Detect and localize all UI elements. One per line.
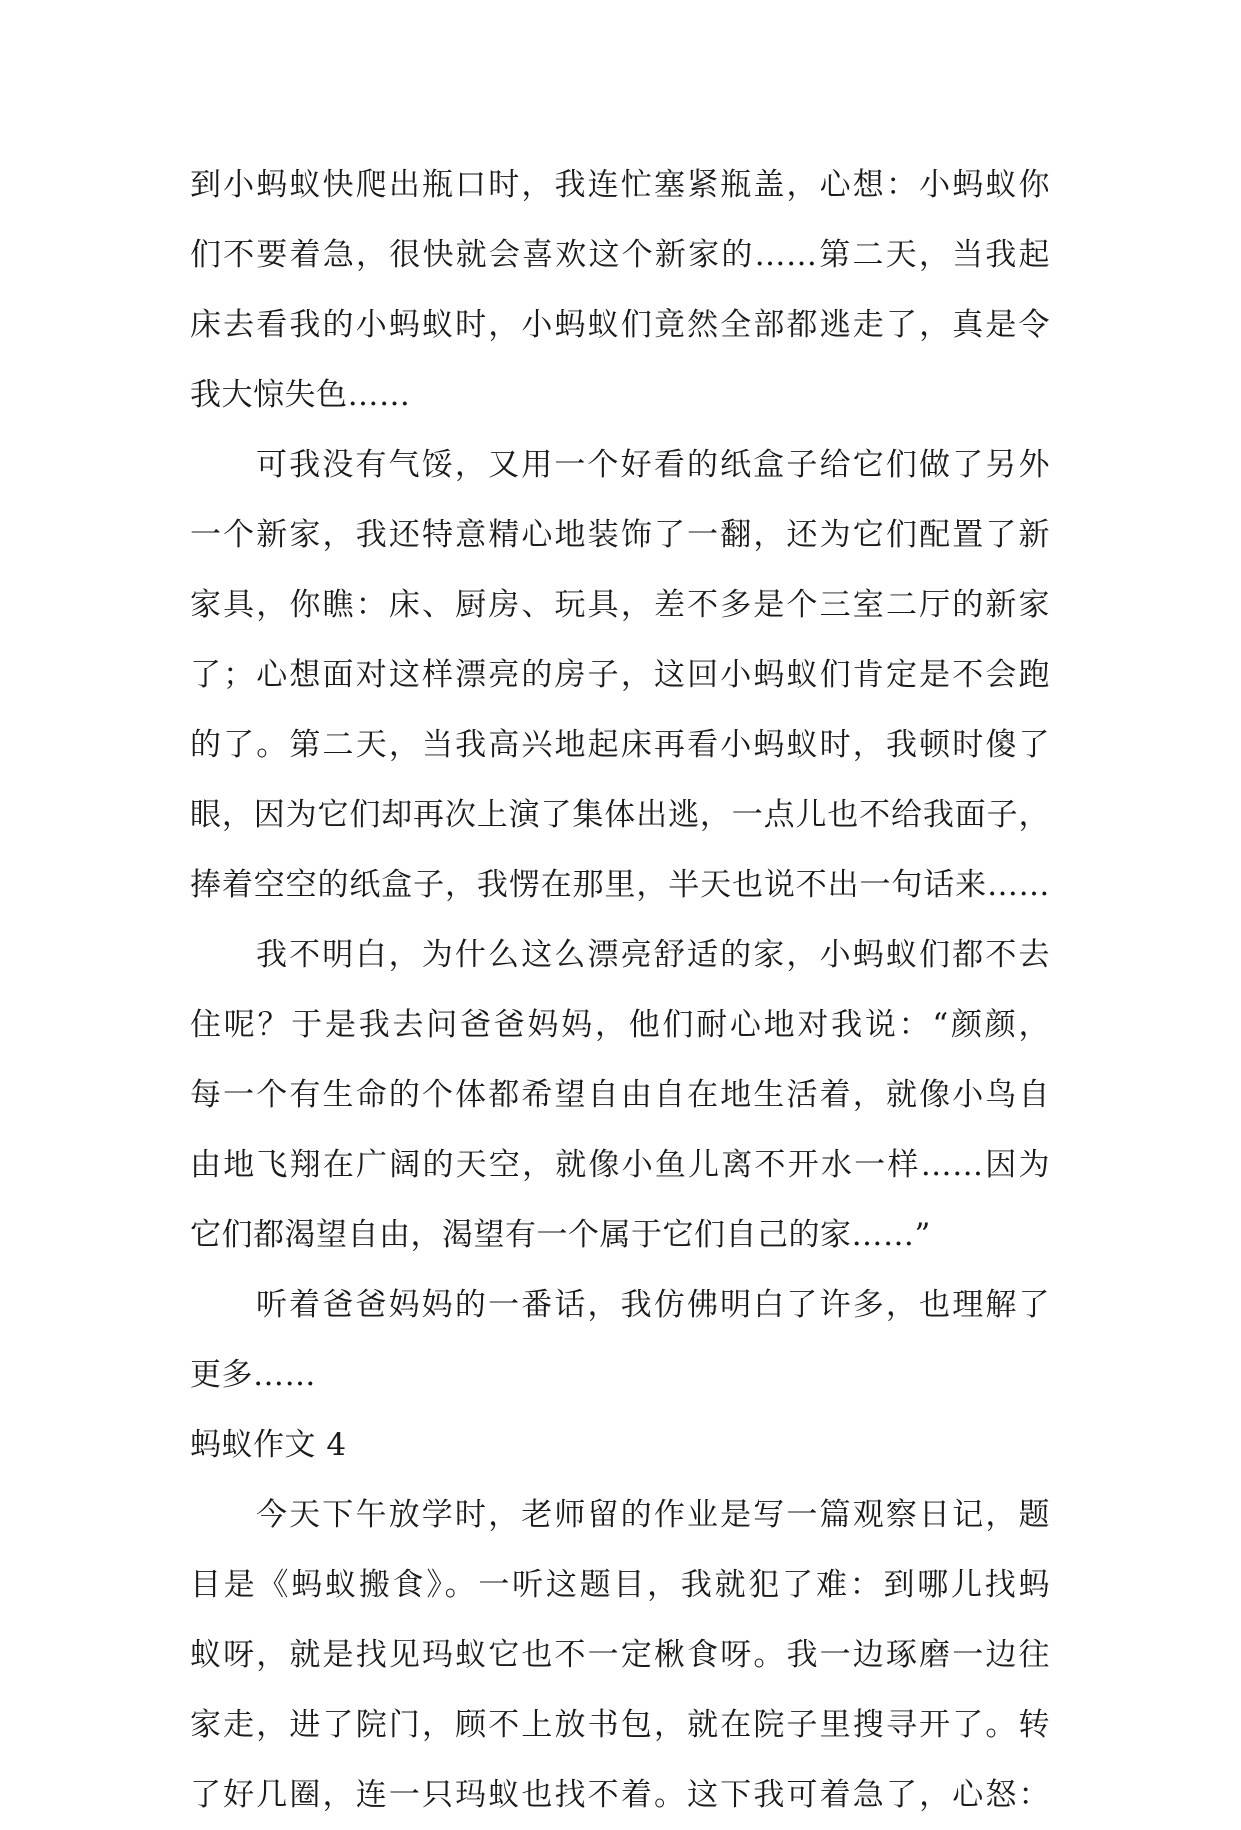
paragraph-1 — [190, 150, 1050, 430]
text-line: 住呢？于是我去问爸爸妈妈，他们耐心地对我说：“颜颜， — [190, 1007, 1050, 1043]
document-body — [190, 150, 1050, 1830]
text-line: 一个新家，我还特意精心地装饰了一翻，还为它们配置了新 — [190, 517, 1050, 553]
text-line: 更多…… — [190, 1357, 316, 1393]
paragraph-4 — [190, 1270, 1050, 1410]
text-line: 家具，你瞧：床、厨房、玩具，差不多是个三室二厅的新家 — [190, 587, 1050, 623]
section-title: 蚂蚁作文 4 — [190, 1427, 347, 1463]
text-line: 床去看我的小蚂蚁时，小蚂蚁们竟然全部都逃走了，真是令 — [190, 307, 1050, 343]
text-line: 今天下午放学时，老师留的作业是写一篇观察日记，题 — [256, 1497, 1050, 1533]
text-line: 到小蚂蚁快爬出瓶口时，我连忙塞紧瓶盖，心想：小蚂蚁你 — [190, 167, 1050, 203]
text-line: 了好几圈，连一只玛蚁也找不着。这下我可着急了，心怒： — [190, 1777, 1050, 1813]
paragraph-2 — [190, 430, 1050, 920]
text-line: 每一个有生命的个体都希望自由自在地生活着，就像小鸟自 — [190, 1077, 1050, 1113]
text-line: 听着爸爸妈妈的一番话，我仿佛明白了许多，也理解了 — [256, 1287, 1050, 1323]
text-line: 我大惊失色…… — [190, 377, 411, 413]
paragraph-5 — [190, 1480, 1050, 1830]
text-line: 由地飞翔在广阔的天空，就像小鱼儿离不开水一样……因为 — [190, 1147, 1050, 1183]
text-line: 们不要着急，很快就会喜欢这个新家的……第二天，当我起 — [190, 237, 1050, 273]
text-line: 家走，进了院门，顾不上放书包，就在院子里搜寻开了。转 — [190, 1707, 1050, 1743]
text-line: 我不明白，为什么这么漂亮舒适的家，小蚂蚁们都不去 — [256, 937, 1050, 973]
text-line: 蚁呀，就是找见玛蚁它也不一定楸食呀。我一边琢磨一边往 — [190, 1637, 1050, 1673]
text-line: 眼，因为它们却再次上演了集体出逃，一点儿也不给我面子， — [190, 797, 1050, 833]
text-line: 的了。第二天，当我高兴地起床再看小蚂蚁时，我顿时傻了 — [190, 727, 1050, 763]
text-line: 目是《蚂蚁搬食》。一听这题目，我就犯了难：到哪儿找蚂 — [190, 1567, 1050, 1603]
text-line: 可我没有气馁，又用一个好看的纸盒子给它们做了另外 — [256, 447, 1050, 483]
text-line: 它们都渴望自由，渴望有一个属于它们自己的家……” — [190, 1217, 931, 1253]
text-line: 捧着空空的纸盒子，我愣在那里，半天也说不出一句话来…… — [190, 867, 1050, 903]
paragraph-3 — [190, 920, 1050, 1270]
text-line: 了；心想面对这样漂亮的房子，这回小蚂蚁们肯定是不会跑 — [190, 657, 1050, 693]
